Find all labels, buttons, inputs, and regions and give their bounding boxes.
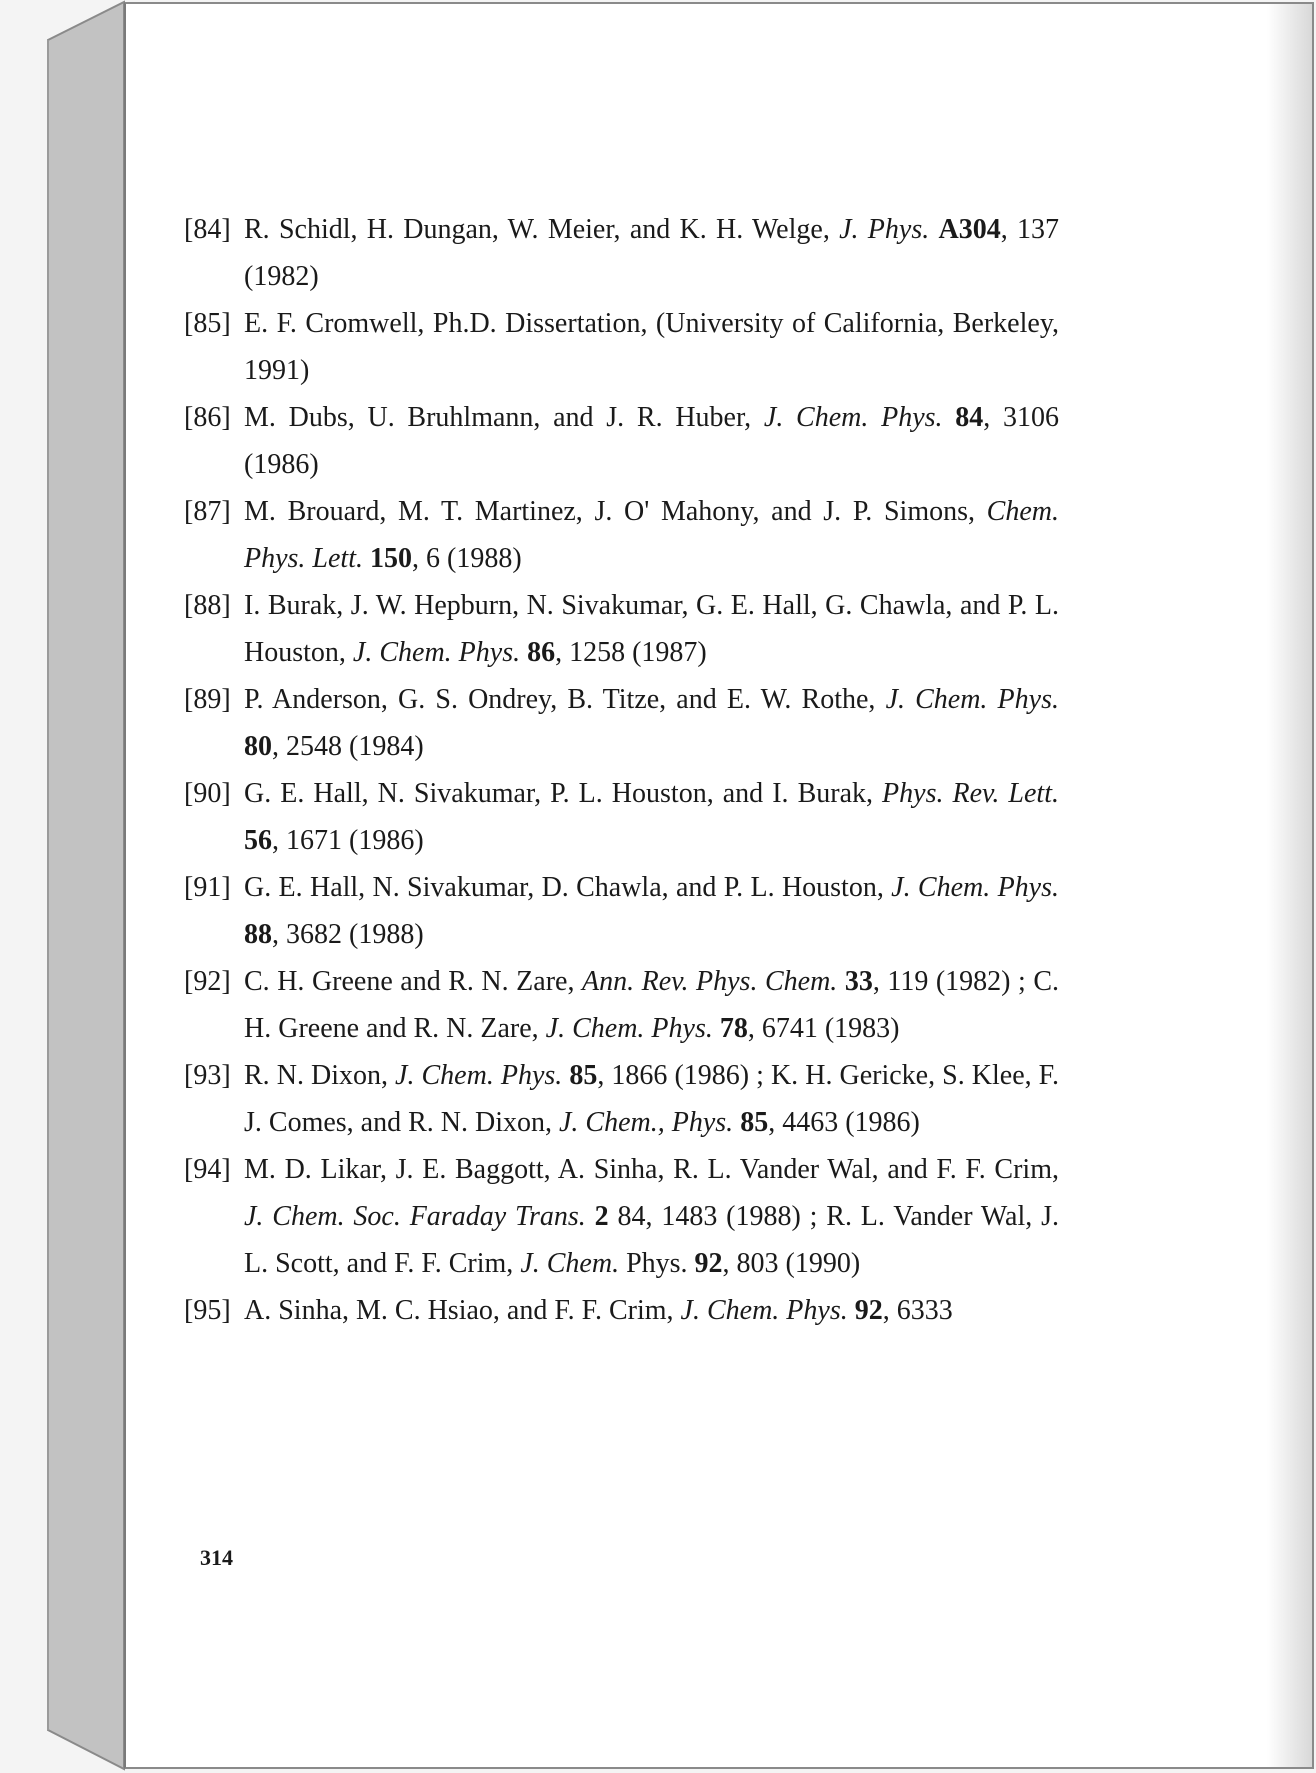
reference-number: [91] xyxy=(184,872,231,903)
volume-number: 80 xyxy=(244,731,272,762)
reference-segment: , 2548 (1984) xyxy=(272,731,424,762)
reference-entry xyxy=(184,488,1059,582)
volume-number: 56 xyxy=(244,825,272,856)
reference-number: [88] xyxy=(184,590,231,621)
reference-segment xyxy=(363,543,370,574)
journal-name: J. Phys. xyxy=(839,214,930,245)
reference-segment: , 803 (1990) xyxy=(722,1248,861,1279)
page-edge-shadow xyxy=(1267,4,1312,1767)
journal-name: J. Chem. Phys. xyxy=(885,684,1059,715)
reference-segment: A. Sinha, M. C. Hsiao, and F. F. Crim, xyxy=(244,1295,681,1326)
journal-name: J. Chem. Phys. xyxy=(763,402,943,433)
reference-number: [90] xyxy=(184,778,231,809)
reference-segment: , 119 (1982) ; C. H. Greene and R. N. Zare, xyxy=(244,966,1059,1044)
journal-name: J. Chem. Phys. xyxy=(545,1013,713,1044)
reference-entry xyxy=(184,394,1059,488)
volume-number: 88 xyxy=(244,919,272,950)
journal-name: J. Chem. xyxy=(520,1248,620,1279)
reference-segment: , 4463 (1986) xyxy=(768,1107,920,1138)
volume-number: 86 xyxy=(527,637,556,668)
reference-segment: E. F. Cromwell, Ph.D. Dissertation, (University of California, Berkeley, 1991) xyxy=(244,308,1059,386)
reference-segment: M. D. Likar, J. E. Baggott, A. Sinha, R. L. Vander Wal, and F. F. Crim, xyxy=(244,1154,1059,1185)
reference-text xyxy=(244,864,1059,958)
reference-segment xyxy=(943,402,956,433)
reference-entry xyxy=(184,300,1059,394)
volume-number: 92 xyxy=(694,1248,723,1279)
reference-text xyxy=(244,582,1059,676)
book-spine xyxy=(0,0,130,1773)
reference-number: [93] xyxy=(184,1060,231,1091)
volume-number: 150 xyxy=(370,543,412,574)
reference-segment: R. Schidl, H. Dungan, W. Meier, and K. H. Welge, xyxy=(244,214,840,245)
reference-segment: G. E. Hall, N. Sivakumar, P. L. Houston, and I. Burak, xyxy=(244,778,883,809)
reference-text xyxy=(244,1146,1059,1287)
reference-number: [84] xyxy=(184,214,231,245)
volume-number: A304 xyxy=(938,214,1001,245)
volume-number: 78 xyxy=(719,1013,748,1044)
reference-text xyxy=(244,1287,1059,1334)
reference-entry xyxy=(184,676,1059,770)
reference-entry xyxy=(184,1287,1059,1334)
reference-entry xyxy=(184,1146,1059,1287)
reference-segment: G. E. Hall, N. Sivakumar, D. Chawla, and P. L. Houston, xyxy=(244,872,892,903)
journal-name: J. Chem. Phys. xyxy=(680,1295,848,1326)
reference-entry xyxy=(184,582,1059,676)
reference-entry xyxy=(184,1052,1059,1146)
reference-segment: C. H. Greene and R. N. Zare, xyxy=(244,966,582,997)
reference-number: [89] xyxy=(184,684,231,715)
reference-segment: I. Burak, J. W. Hepburn, N. Sivakumar, G. E. Hall, G. Chawla, and P. L. Houston, xyxy=(244,590,1059,668)
reference-text xyxy=(244,300,1059,394)
reference-segment: , 1866 (1986) ; K. H. Gericke, S. Klee, F. J. Comes, and R. N. Dixon, xyxy=(244,1060,1059,1138)
volume-number: 33 xyxy=(844,966,873,997)
reference-segment: , 3106 (1986) xyxy=(244,402,1060,480)
reference-segment: , 1671 (1986) xyxy=(272,825,424,856)
reference-entry xyxy=(184,770,1059,864)
reference-segment xyxy=(848,1295,855,1326)
page-number: 314 xyxy=(200,1545,233,1570)
journal-name: Phys. Rev. Lett. xyxy=(882,778,1059,809)
reference-segment: , 6333 xyxy=(882,1295,953,1326)
reference-segment: Phys. xyxy=(619,1248,695,1279)
reference-entry xyxy=(184,206,1059,300)
reference-text xyxy=(244,1052,1059,1146)
reference-list xyxy=(184,206,1059,1334)
reference-segment: M. Brouard, M. T. Martinez, J. O' Mahony, and J. P. Simons, xyxy=(244,496,987,527)
reference-text xyxy=(244,958,1059,1052)
reference-text xyxy=(244,488,1059,582)
journal-name: J. Chem. Soc. Faraday Trans. xyxy=(244,1201,586,1232)
reference-number: [87] xyxy=(184,496,231,527)
reference-text xyxy=(244,676,1059,770)
journal-name: J. Chem. Phys. xyxy=(891,872,1060,903)
reference-segment xyxy=(837,966,845,997)
reference-text xyxy=(244,394,1059,488)
reference-segment xyxy=(713,1013,720,1044)
reference-segment: , 6 (1988) xyxy=(412,543,522,574)
journal-name: Ann. Rev. Phys. Chem. xyxy=(582,966,838,997)
volume-number: 92 xyxy=(854,1295,883,1326)
reference-segment: , 1258 (1987) xyxy=(555,637,707,668)
reference-segment: P. Anderson, G. S. Ondrey, B. Titze, and E. W. Rothe, xyxy=(244,684,886,715)
reference-segment xyxy=(929,214,938,245)
journal-name: J. Chem., Phys. xyxy=(559,1107,734,1138)
reference-text xyxy=(244,206,1059,300)
reference-number: [86] xyxy=(184,402,231,433)
reference-text xyxy=(244,770,1059,864)
reference-segment: M. Dubs, U. Bruhlmann, and J. R. Huber, xyxy=(244,402,764,433)
volume-number: 85 xyxy=(569,1060,598,1091)
reference-number: [85] xyxy=(184,308,231,339)
journal-name: J. Chem. Phys. xyxy=(352,637,521,668)
volume-number: 84 xyxy=(955,402,984,433)
reference-segment xyxy=(586,1201,595,1232)
journal-name: Chem. Phys. Lett. xyxy=(244,496,1059,574)
reference-number: [95] xyxy=(184,1295,231,1326)
reference-entry xyxy=(184,864,1059,958)
reference-number: [92] xyxy=(184,966,231,997)
reference-segment: , 6741 (1983) xyxy=(747,1013,900,1044)
reference-entry xyxy=(184,958,1059,1052)
reference-number: [94] xyxy=(184,1154,231,1185)
reference-segment: R. N. Dixon, xyxy=(244,1060,396,1091)
volume-number: 2 xyxy=(594,1201,609,1232)
volume-number: 85 xyxy=(740,1107,769,1138)
reference-segment: , 3682 (1988) xyxy=(272,919,424,950)
reference-segment: 84, 1483 (1988) ; R. L. Vander Wal, J. L. Scott, and F. F. Crim, xyxy=(244,1201,1059,1279)
reference-segment: , 137 (1982) xyxy=(244,214,1060,292)
journal-name: J. Chem. Phys. xyxy=(395,1060,563,1091)
